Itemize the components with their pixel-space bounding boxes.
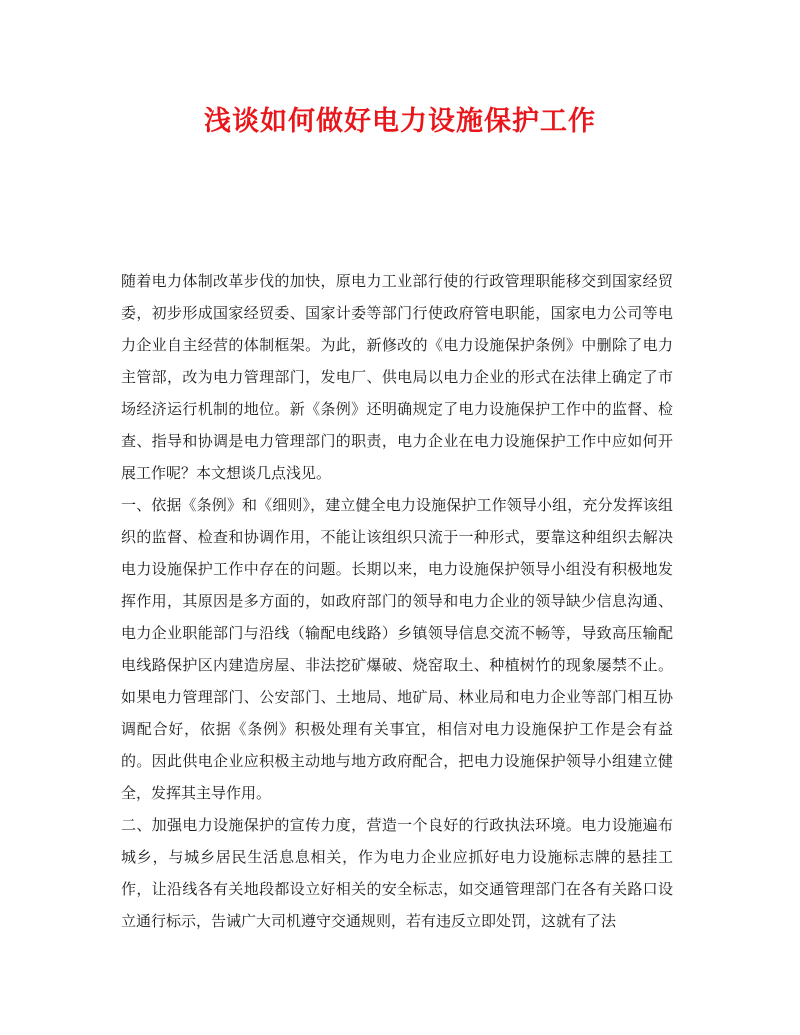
paragraph-section-1: 一、依据《条例》和《细则》，建立健全电力设施保护工作领导小组，充分发挥该组织的监督、检查和协调作用，不能让该组织只流于一种形式，要靠这种组织去解决电力设施保护工作中存在的问题。长期以来，电力设施保护领导小组没有积极地发挥作用，其原因是多方面的，如政府部门的领导和电力企业的领导缺少信息沟通、电力企业职能部门与沿线（输配电线路）乡镇领导信息交流不畅等，导致高压输配电线路保护区内建造房屋、非法挖矿爆破、烧窑取土、种植树竹的现象屡禁不止。如果电力管理部门、公安部门、土地局、地矿局、林业局和电力企业等部门相互协调配合好，依据《条例》积极处理有关事宜，相信对电力设施保护工作是会有益的。因此供电企业应积极主动地与地方政府配合，把电力设施保护领导小组建立健全，发挥其主导作用。 [121, 496, 673, 802]
document-body [121, 265, 673, 937]
paragraph-intro: 随着电力体制改革步伐的加快，原电力工业部行使的行政管理职能移交到国家经贸委，初步形成国家经贸委、国家计委等部门行使政府管电职能，国家电力公司等电力企业自主经营的体制框架。为此，新修改的《电力设施保护条例》中删除了电力主管部，改为电力管理部门，发电厂、供电局以电力企业的形式在法律上确定了市场经济运行机制的地位。新《条例》还明确规定了电力设施保护工作中的监督、检查、指导和协调是电力管理部门的职责，电力企业在电力设施保护工作中应如何开展工作呢？本文想谈几点浅见。 [121, 272, 673, 482]
paragraph-section-2: 二、加强电力设施保护的宣传力度，营造一个良好的行政执法环境。电力设施遍布城乡，与城乡居民生活息息相关，作为电力企业应抓好电力设施标志牌的悬挂工作，让沿线各有关地段都设立好相关的安全标志，如交通管理部门在各有关路口设立通行标示，告诫广大司机遵守交通规则，若有违反立即处罚，这就有了法 [121, 816, 673, 930]
document-title: 浅谈如何做好电力设施保护工作 [204, 106, 596, 137]
